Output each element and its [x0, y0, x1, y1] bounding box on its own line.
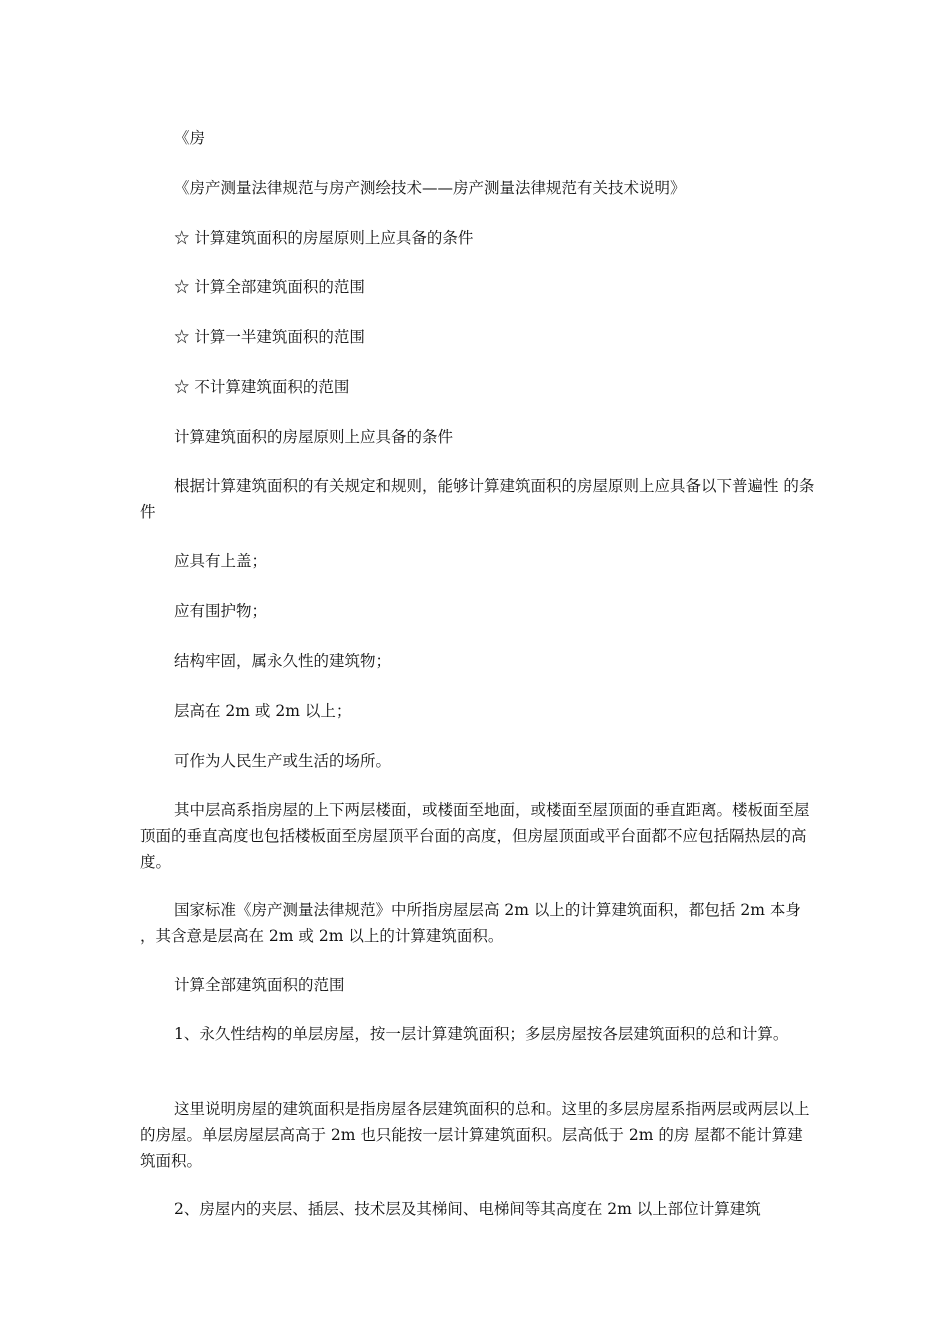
list-item-2: 2、房屋内的夹层、插层、技术层及其梯间、电梯间等其高度在 2m 以上部位计算建筑 — [174, 1200, 761, 1218]
condition-item-4: 层高在 2m 或 2m 以上； — [174, 702, 352, 720]
condition-item-5: 可作为人民生产或生活的场所。 — [174, 752, 392, 770]
paragraph-floor-height: 其中层高系指房屋的上下两层楼面，或楼面至地面，或楼面至屋顶面的垂直距离。楼板面至屋顶面的垂直高度也包括楼板面至房屋顶平台面的高度，但房屋顶面或平台面都不应包括隔热层的高度。 — [140, 801, 810, 871]
toc-item-3: ☆ 计算一半建筑面积的范围 — [174, 328, 365, 346]
list-item-1: 1、永久性结构的单层房屋，按一层计算建筑面积；多层房屋按各层建筑面积的总和计算。 — [174, 1025, 789, 1043]
toc-item-4: ☆ 不计算建筑面积的范围 — [174, 378, 350, 396]
document-title: 《房产测量法律规范与房产测绘技术——房产测量法律规范有关技术说明》 — [174, 179, 686, 197]
condition-item-3: 结构牢固，属永久性的建筑物； — [174, 652, 392, 670]
condition-item-2: 应有围护物； — [174, 602, 268, 620]
header-fragment: 《房 — [174, 129, 206, 147]
toc-item-1: ☆ 计算建筑面积的房屋原则上应具备的条件 — [174, 229, 474, 247]
section-heading-conditions: 计算建筑面积的房屋原则上应具备的条件 — [174, 428, 454, 446]
paragraph-conditions-intro: 根据计算建筑面积的有关规定和规则，能够计算建筑面积的房屋原则上应具备以下普遍性 的条件 — [140, 477, 815, 521]
condition-item-1: 应具有上盖； — [174, 552, 268, 570]
paragraph-national-standard: 国家标准《房产测量法律规范》中所指房屋层高 2m 以上的计算建筑面积，都包括 2m 本身 ，其含意是层高在 2m 或 2m 以上的计算建筑面积。 — [140, 901, 801, 945]
section-heading-full-area: 计算全部建筑面积的范围 — [174, 976, 345, 994]
paragraph-item1-note: 这里说明房屋的建筑面积是指房屋各层建筑面积的总和。这里的多层房屋系指两层或两层以上的房屋。单层房屋层高高于 2m 也只能按一层计算建筑面积。层高低于 2m 的房 屋都不能计算建筑面积。 — [140, 1100, 810, 1170]
toc-item-2: ☆ 计算全部建筑面积的范围 — [174, 278, 365, 296]
